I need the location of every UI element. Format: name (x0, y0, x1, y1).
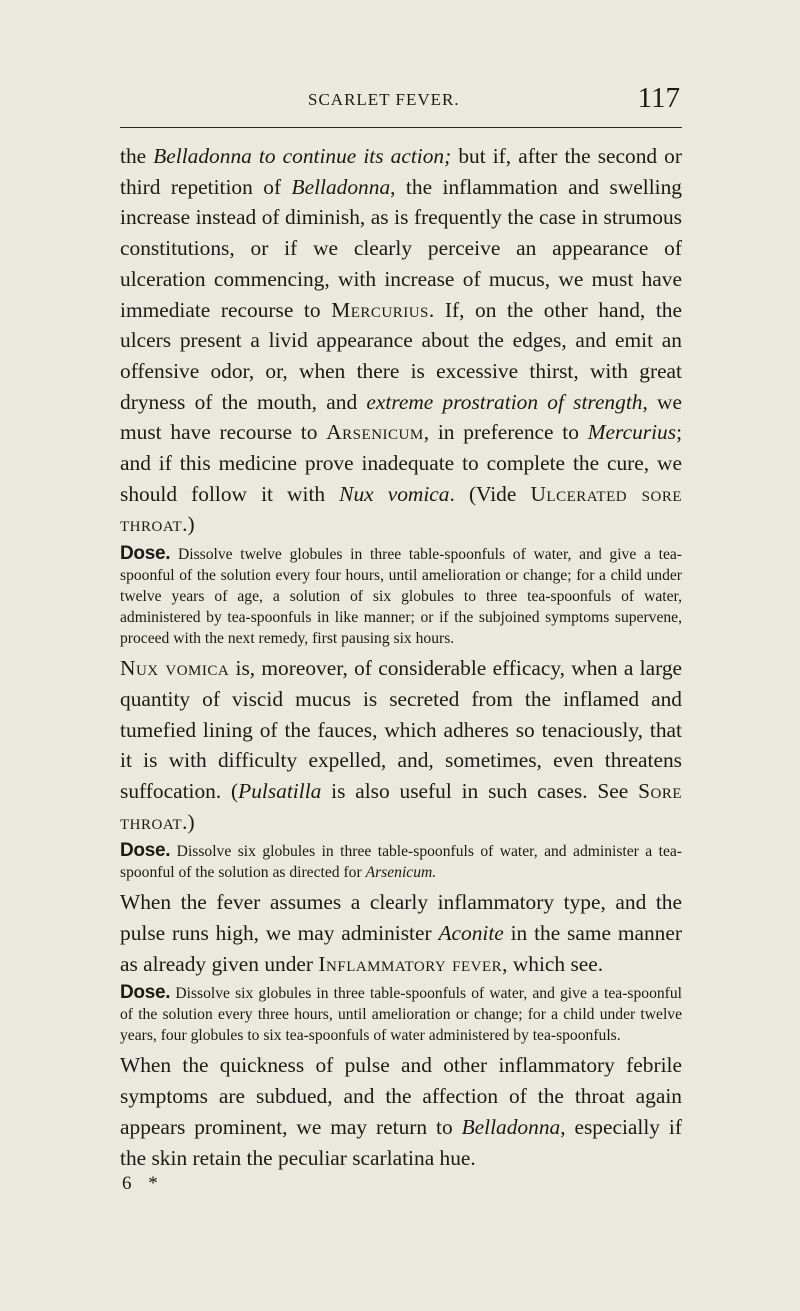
small-caps-term: Sore throat (120, 778, 682, 834)
text-run: . (Vide (449, 481, 531, 506)
running-title: SCARLET FEVER. (308, 90, 460, 109)
text-run: , which see. (502, 951, 604, 976)
signature-mark: 6 * (122, 1173, 164, 1195)
dose-paragraph (120, 982, 682, 1046)
italic-term: Belladonna (291, 174, 391, 199)
text-run: .) (182, 512, 195, 537)
dose-label: Dose. (120, 982, 171, 1004)
small-caps-term: Inflammatory fever (318, 951, 503, 976)
text-run: Dissolve six globules in three table-spoonfuls of water, and administer a tea-spoonful of the solution as directed for (120, 843, 682, 882)
text-run: the (120, 144, 154, 168)
text-run: . If, on the other hand, the ulcers present a livid appearance about the edges, and emit an offensive odor, or, when there is excessive thirst, with great dryness of the mouth, and (120, 297, 682, 414)
text-run: is also useful in such cases. See (321, 778, 639, 803)
dose-label: Dose. (120, 840, 171, 862)
small-caps-term: Ulcerated sore throat (120, 481, 682, 537)
italic-term: extreme prostration of strength (366, 389, 643, 414)
text-run: , in preference to (423, 420, 588, 445)
text-run: in the same manner as already given under (120, 921, 682, 976)
italic-term: Aconite (438, 921, 504, 946)
running-head (120, 82, 680, 118)
text-run: .) (182, 809, 195, 834)
italic-term: Nux vomica (339, 481, 450, 506)
text-run: is, moreover, of considerable efficacy, when a large quantity of viscid mucus is secreted from the inflamed and tumefied lining of the fauces, which adheres so tenaciously, that it is with difficulty expelled, and, sometimes, even threatens suffocation. ( (120, 656, 683, 803)
text-run: , the inflammation and swelling increase instead of diminish, as is frequently the case in strumous constitutions, or if we clearly perceive an appearance of ulceration commencing, with increase of mucus, we must have immediate recourse to (120, 174, 682, 322)
paragraph (120, 141, 682, 540)
paragraph (120, 887, 682, 979)
paragraph (120, 653, 682, 837)
text-run: ; and if this medicine prove inadequate to complete the cure, we should follow it with (120, 420, 683, 506)
italic-term: Belladonna (461, 1114, 561, 1139)
text-run: When the fever assumes a clearly inflammatory type, and the pulse runs high, we may administer (120, 890, 682, 946)
text-run: , we must have recourse to (120, 389, 682, 445)
italic-term: Pulsatilla (238, 778, 322, 803)
italic-term: Mercurius (587, 420, 677, 445)
dose-paragraph (120, 543, 682, 649)
italic-term: Belladonna to continue its action; (153, 144, 452, 168)
page-number: 117 (637, 82, 680, 114)
small-caps-term: Mercurius (331, 297, 429, 322)
text-run: Dissolve six globules in three table-spoonfuls of water, and give a tea-spoonful of the solution every three hours, until amelioration or change; for a child under twelve years, four globules to six tea-spoonfuls of water administered by tea-spoonfuls. (120, 985, 682, 1045)
dose-label: Dose. (120, 543, 171, 565)
small-caps-term: Nux vomica (120, 656, 230, 681)
small-caps-term: Arsenicum (326, 420, 424, 445)
paragraph (120, 1050, 682, 1173)
text-run: , especially if the skin retain the peculiar scarlatina hue. (120, 1114, 682, 1170)
header-rule (120, 127, 682, 128)
text-run: but if, after the second or third repetition of (120, 144, 682, 199)
text-run: Dissolve twelve globules in three table-spoonfuls of water, and give a tea-spoonful of the solution every four hours, until amelioration or change; for a child under twelve years of age, a solution of six globules to three tea-spoonfuls of water, administered by tea-spoonfuls in like manner; or if the subjoined symptoms supervene, proceed with the next remedy, first pausing six hours. (120, 546, 682, 648)
dose-paragraph (120, 840, 682, 883)
italic-term: Arsenicum. (365, 864, 437, 882)
text-run: When the quickness of pulse and other inflammatory febrile symptoms are subdued, and the affection of the throat again appears prominent, we may return to (120, 1053, 682, 1139)
body-text (120, 141, 682, 1195)
